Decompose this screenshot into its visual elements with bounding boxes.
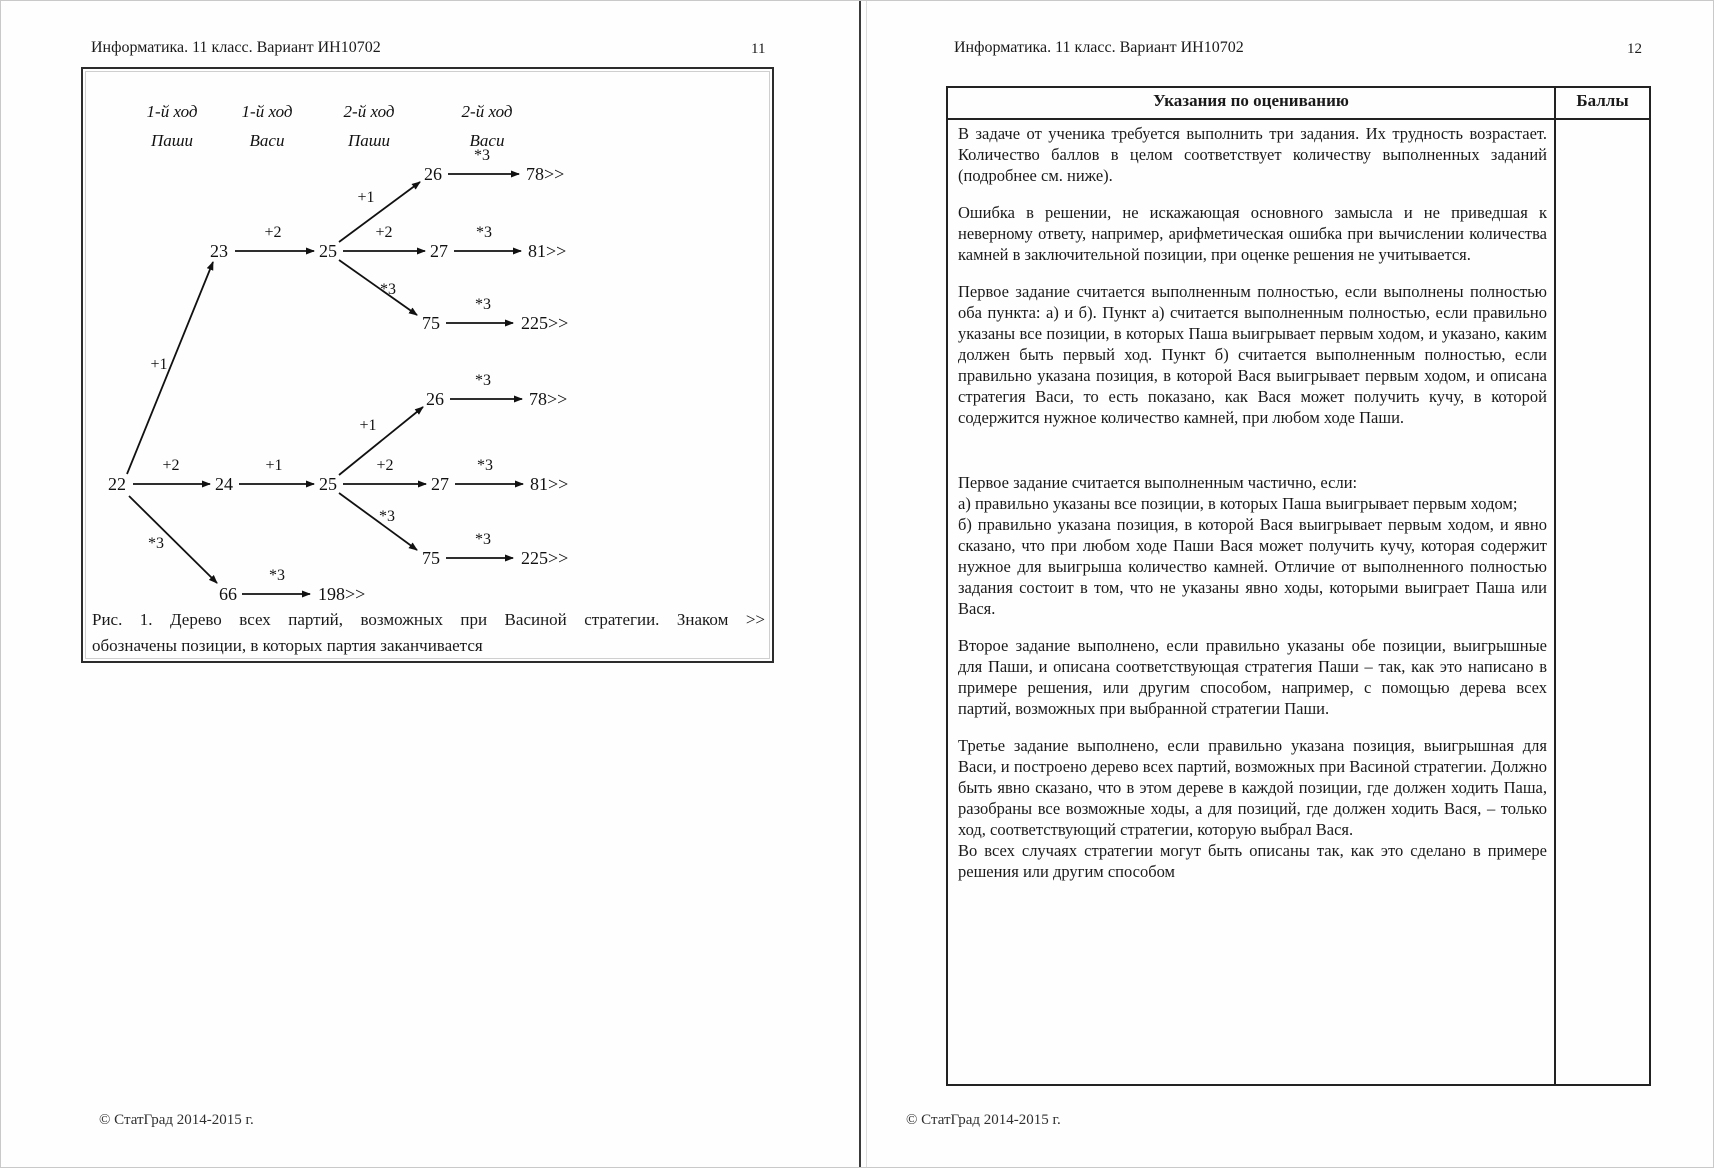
- tree-node: 23: [210, 240, 228, 261]
- tree-edge-label: +2: [264, 224, 282, 241]
- grading-table-body: [948, 120, 1649, 1084]
- figure-caption-line2: обозначены позиции, в которых партия заканчивается: [92, 636, 483, 655]
- page-11-number: 11: [751, 41, 766, 57]
- tree-edge-label: *3: [475, 531, 491, 548]
- tree-edge-label: +1: [150, 356, 168, 373]
- page-divider: [859, 1, 861, 1168]
- rubric-text-block: В задаче от ученика требуется выполнить три задания. Их трудность возрастает. Количество баллов в целом соответствует количеству выполненных заданий (подробнее см. ниже).: [958, 124, 1547, 185]
- tree-column-header: Паши: [150, 131, 194, 150]
- tree-edge: [129, 496, 217, 583]
- grading-criteria-cell: [948, 120, 1556, 1084]
- tree-node: 81>>: [528, 240, 567, 261]
- tree-edge-label: +1: [357, 189, 375, 206]
- figure-caption-line1: Рис. 1. Дерево всех партий, возможных при Васиной стратегии. Знаком >>: [92, 610, 765, 629]
- game-tree-diagram: [83, 69, 772, 617]
- tree-edge-label: *3: [379, 508, 395, 525]
- figure-box: [81, 67, 774, 663]
- tree-column-header: 1-й ход: [146, 102, 198, 121]
- tree-node: 78>>: [526, 163, 565, 184]
- tree-edge-label: *3: [269, 567, 285, 584]
- tree-node: 225>>: [521, 312, 569, 333]
- tree-column-header: 1-й ход: [241, 102, 293, 121]
- tree-edge-label: *3: [475, 372, 491, 389]
- points-cell: [1556, 120, 1649, 1084]
- tree-node: 198>>: [318, 583, 366, 604]
- page-12-footer: © СтатГрад 2014-2015 г.: [906, 1112, 1061, 1128]
- tree-edge-label: +2: [376, 457, 394, 474]
- rubric-paragraph: [958, 635, 1547, 719]
- rubric-text-block: Ошибка в решении, не искажающая основного замысла и не приведшая к неверному ответу, например, арифметическая ошибка при вычислении количества камней в заключительной позиции, при оценке решения не учитывается.: [958, 203, 1547, 264]
- tree-node: 225>>: [521, 547, 569, 568]
- rubric-text-block: Третье задание выполнено, если правильно указана позиция, выигрышная для Васи, и построено дерево всех партий, возможных при Васиной стратегии. Должно быть явно сказано, что в этом дереве в каждой позиции, где должен ходить Паша, разобраны все возможные ходы, а для позиций, где должен ходить Вася, – только ход, соответствующий стратегии, которую выбрал Вася.: [958, 736, 1547, 839]
- tree-edge-label: +1: [265, 457, 283, 474]
- rubric-text-block: а) правильно указаны все позиции, в которых Паша выигрывает первым ходом;: [958, 494, 1518, 513]
- tree-edge-label: *3: [474, 147, 490, 164]
- figure-caption: [92, 607, 765, 659]
- tree-node: 75: [422, 312, 440, 333]
- tree-node: 75: [422, 547, 440, 568]
- rubric-paragraph: [958, 202, 1547, 265]
- rubric-paragraph: [958, 123, 1547, 186]
- rubric-text-block: Первое задание считается выполненным частично, если:: [958, 473, 1358, 492]
- tree-node: 25: [319, 473, 337, 494]
- tree-edge-label: *3: [475, 296, 491, 313]
- tree-edge-label: *3: [380, 281, 396, 298]
- tree-column-header: Паши: [347, 131, 391, 150]
- tree-column-header: Васи: [249, 131, 285, 150]
- tree-node: 78>>: [529, 388, 568, 409]
- tree-edge-label: +1: [359, 417, 377, 434]
- tree-edge: [339, 493, 417, 550]
- tree-column-header: 2-й ход: [343, 102, 395, 121]
- rubric-paragraph: [958, 735, 1547, 882]
- tree-node: 26: [424, 163, 442, 184]
- rubric-text-block: Во всех случаях стратегии могут быть описаны так, как это сделано в примере решения или другим способом: [958, 841, 1547, 881]
- tree-node: 66: [219, 583, 237, 604]
- tree-node: 27: [430, 240, 448, 261]
- page-12-header: Информатика. 11 класс. Вариант ИН10702: [954, 39, 1244, 56]
- rubric-text-block: б) правильно указана позиция, в которой Вася выигрывает первым ходом, и явно сказано, что при любом ходе Паши Вася может получить кучу, которая содержит нужное для выигрыша количество камней. Отличие от выполненного полностью задания состоит в том, что не указаны явно ходы, которыми выиграет Паша или Вася.: [958, 515, 1547, 618]
- tree-edge: [127, 262, 213, 474]
- page-divider-shadow: [866, 1, 867, 1168]
- rubric-paragraph: [958, 472, 1547, 619]
- tree-node: 26: [426, 388, 444, 409]
- grading-table: [946, 86, 1651, 1086]
- tree-edge-label: +2: [162, 457, 180, 474]
- grading-criteria-header: Указания по оцениванию: [948, 88, 1556, 118]
- tree-node: 81>>: [530, 473, 569, 494]
- page-11-header: Информатика. 11 класс. Вариант ИН10702: [91, 39, 381, 56]
- tree-edge-label: +2: [375, 224, 393, 241]
- grading-table-header-row: [948, 88, 1649, 120]
- tree-edge-label: *3: [148, 535, 164, 552]
- tree-node: 24: [215, 473, 233, 494]
- tree-edge: [339, 260, 417, 315]
- page-11-footer: © СтатГрад 2014-2015 г.: [99, 1112, 254, 1128]
- tree-column-header: 2-й ход: [461, 102, 513, 121]
- rubric-text-block: Второе задание выполнено, если правильно указаны обе позиции, выигрышные для Паши, и описана соответствующая стратегия Паши – так, как это написано в примере решения, или другим способом, например, с помощью дерева всех партий, возможных при выбранной стратегии Паши.: [958, 636, 1547, 718]
- tree-edge-label: *3: [476, 224, 492, 241]
- tree-node: 27: [431, 473, 449, 494]
- rubric-text-block: Первое задание считается выполненным полностью, если выполнены полностью оба пункта: а) и б). Пункт а) считается выполненным полностью, если правильно указаны все позиции, в которых Паша выигрывает первым ходом, и указано, каким должен быть первый ход. Пункт б) считается выполненным полностью, если правильно указана позиция, в которой Вася выигрывает первым ходом, и описана стратегия Васи, то есть показано, как Вася может получить кучу, в которой содержится нужное количество камней, при любом ходе Паши.: [958, 282, 1547, 427]
- tree-node: 22: [108, 473, 126, 494]
- points-column-header: Баллы: [1576, 91, 1629, 110]
- rubric-paragraph: [958, 281, 1547, 428]
- tree-column-header: Васи: [469, 131, 505, 150]
- page-12-number: 12: [1627, 41, 1642, 57]
- tree-edge-label: *3: [477, 457, 493, 474]
- tree-node: 25: [319, 240, 337, 261]
